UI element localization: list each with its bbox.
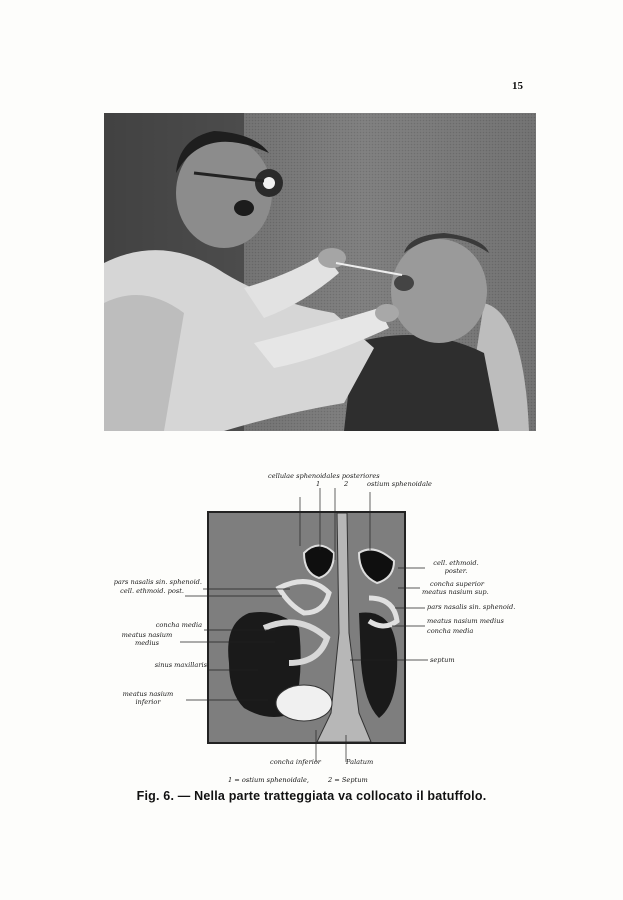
label-pars-nasalis-left: pars nasalis sin. sphenoid. — [113, 578, 202, 586]
label-septum: septum — [430, 656, 455, 664]
label-concha-inferior: concha inferior — [270, 758, 321, 766]
page-number: 15 — [512, 80, 523, 92]
legend-item-2: 2 = Septum — [328, 776, 368, 784]
examination-photograph — [104, 113, 536, 431]
figure-caption: Fig. 6. — Nella parte tratteggiata va collocato il batuffolo. — [136, 789, 487, 803]
label-concha-media-right: concha media — [427, 627, 474, 635]
label-pars-nasalis-right: pars nasalis sin. sphenoid. — [427, 603, 516, 611]
label-cell-ethmoid-post-right: cell. ethmoid. poster. — [433, 559, 479, 575]
label-number-2: 2 — [344, 480, 349, 488]
legend-item-1: 1 = ostium sphenoidale, — [228, 776, 309, 784]
label-concha-superior: concha superior — [430, 580, 485, 588]
label-cellulae-sphenoidales: cellulae sphenoidales posteriores — [268, 472, 380, 480]
label-cell-ethmoid-post-left: cell. ethmoid. post. — [120, 587, 184, 595]
label-meatus-nasium-inferior: meatus nasium inferior — [122, 690, 174, 706]
label-meatus-nasium-medius-left: meatus nasium medius — [121, 631, 173, 647]
diagram-image — [209, 513, 404, 742]
label-meatus-nasium-medius-right: meatus nasium medius — [427, 617, 504, 625]
label-meatus-nasium-sup: meatus nasium sup. — [422, 588, 489, 596]
photograph-image — [104, 113, 536, 431]
label-number-1: 1 — [316, 480, 321, 488]
nasal-cavity-section-diagram — [207, 511, 406, 744]
label-sinus-maxillaris: sinus maxillaris — [154, 661, 207, 669]
label-concha-media-left: concha media — [155, 621, 202, 629]
label-ostium-sphenoidale: ostium sphenoidale — [367, 480, 432, 488]
label-palatum: Palatum — [346, 758, 374, 766]
